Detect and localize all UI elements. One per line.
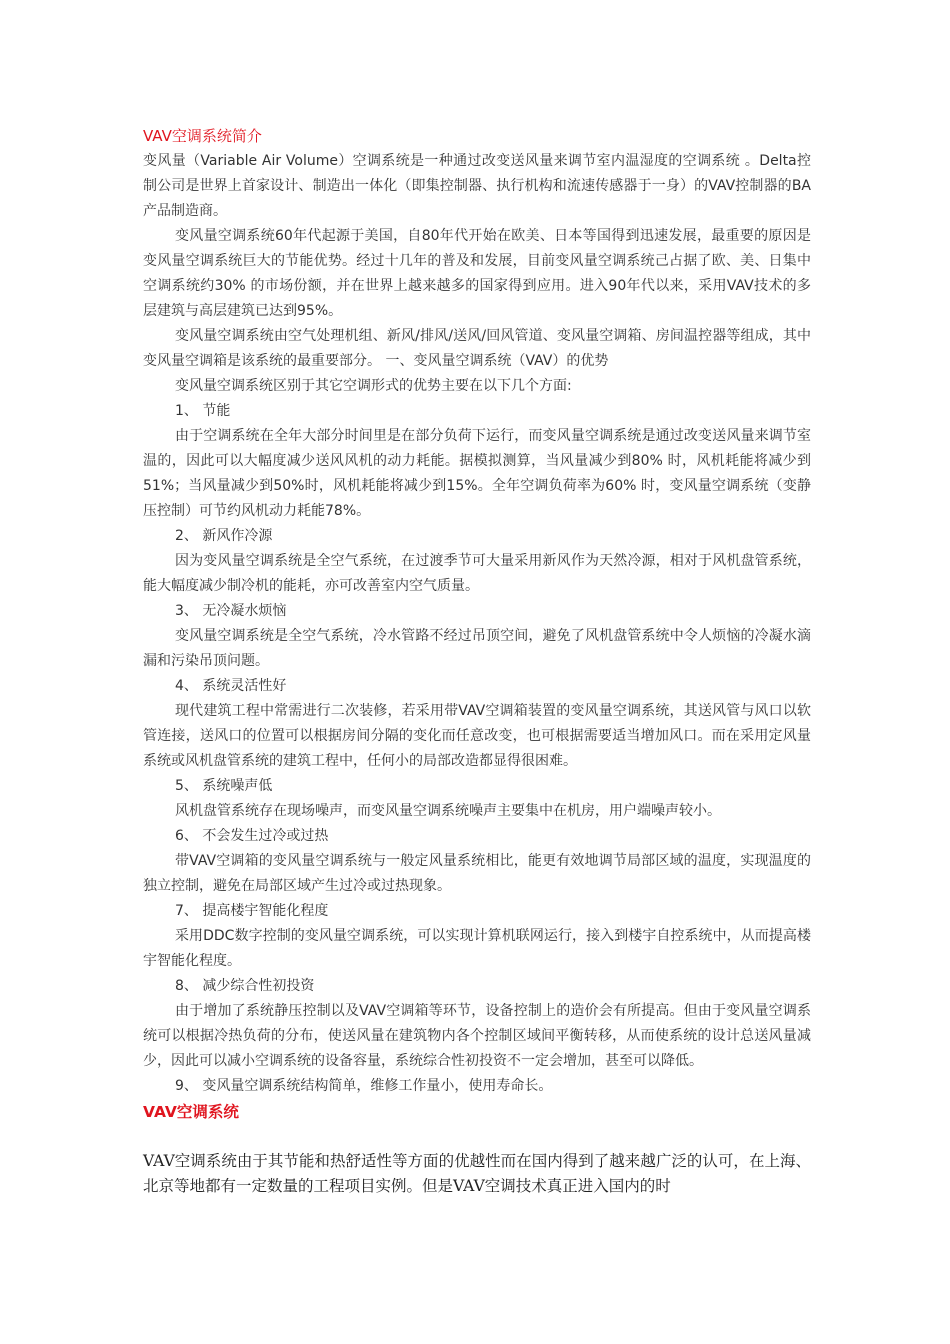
paragraph-history: 变风量空调系统60年代起源于美国，自80年代开始在欧美、日本等国得到迅速发展，最重要的原因是变风量空调系统巨大的节能优势。经过十几年的普及和发展，目前变风量空调系统己占据了欧、美、日集中空调系统约30% 的市场份额，并在世界上越来越多的国家得到应用。进入90年代以来，采用VAV技术的多层建筑与高层建筑已达到95%。: [143, 228, 811, 319]
paragraph-closing: VAV空调系统由于其节能和热舒适性等方面的优越性而在国内得到了越来越广泛的认可，在上海、北京等地都有一定数量的工程项目实例。但是VAV空调技术真正进入国内的时: [143, 1152, 811, 1195]
section-heading-intro: VAV空调系统简介: [143, 127, 262, 145]
list-item-simple-structure: 9、 变风量空调系统结构简单，维修工作量小，使用寿命长。: [175, 1078, 553, 1094]
paragraph-intro: 变风量（Variable Air Volume）空调系统是一种通过改变送风量来调节室内温湿度的空调系统 。Delta控制公司是世界上首家设计、制造出一体化（即集控制器、执行机构和流速传感器于一身）的VAV控制器的BA产品制造商。: [143, 153, 811, 219]
document-page: [143, 118, 811, 1199]
section-heading-vav-system: VAV空调系统: [143, 1103, 239, 1121]
list-heading-low-noise: 5、 系统噪声低: [175, 778, 273, 794]
spacer: [143, 1125, 811, 1149]
paragraph-no-overcooling: 带VAV空调箱的变风量空调系统与一般定风量系统相比，能更有效地调节局部区域的温度，实现温度的独立控制，避免在局部区域产生过冷或过热现象。: [143, 853, 811, 894]
paragraph-fresh-air: 因为变风量空调系统是全空气系统，在过渡季节可大量采用新风作为天然冷源，相对于风机盘管系统，能大幅度减少制冷机的能耗，亦可改善室内空气质量。: [143, 553, 811, 594]
paragraph-investment: 由于增加了系统静压控制以及VAV空调箱等环节，设备控制上的造价会有所提高。但由于变风量空调系统可以根据冷热负荷的分布，使送风量在建筑物内各个控制区域间平衡转移，从而使系统的设计总送风量减少，因此可以减小空调系统的设备容量，系统综合性初投资不一定会增加，甚至可以降低。: [143, 1003, 811, 1069]
paragraph-flexibility: 现代建筑工程中常需进行二次装修，若采用带VAV空调箱装置的变风量空调系统，其送风管与风口以软管连接，送风口的位置可以根据房间分隔的变化而任意改变，也可根据需要适当增加风口。而在采用定风量系统或风机盘管系统的建筑工程中，任何小的局部改造都显得很困难。: [143, 703, 811, 769]
list-heading-intelligence: 7、 提高楼宇智能化程度: [175, 903, 329, 919]
list-heading-fresh-air: 2、 新风作冷源: [175, 528, 273, 544]
paragraph-advantages-lead: 变风量空调系统区别于其它空调形式的优势主要在以下几个方面:: [175, 378, 572, 394]
paragraph-energy-saving: 由于空调系统在全年大部分时间里是在部分负荷下运行，而变风量空调系统是通过改变送风量来调节室温的，因此可以大幅度减少送风风机的动力耗能。据模拟测算，当风量减少到80% 时，风机耗能将减少到51%；当风量减少到50%时，风机耗能将减少到15%。全年空调负荷率为60% 时，变风量空调系统（变静压控制）可节约风机动力耗能78%。: [143, 428, 811, 519]
list-heading-energy-saving: 1、 节能: [175, 403, 231, 419]
paragraph-intelligence: 采用DDC数字控制的变风量空调系统，可以实现计算机联网运行，接入到楼宇自控系统中，从而提高楼宇智能化程度。: [143, 928, 811, 969]
list-heading-investment: 8、 减少综合性初投资: [175, 978, 315, 994]
list-heading-condensate: 3、 无冷凝水烦恼: [175, 603, 287, 619]
list-heading-flexibility: 4、 系统灵活性好: [175, 678, 287, 694]
paragraph-composition: 变风量空调系统由空气处理机组、新风/排风/送风/回风管道、变风量空调箱、房间温控器等组成，其中变风量空调箱是该系统的最重要部分。 一、变风量空调系统（VAV）的优势: [143, 328, 811, 369]
list-heading-no-overcooling: 6、 不会发生过冷或过热: [175, 828, 329, 844]
paragraph-condensate: 变风量空调系统是全空气系统，冷水管路不经过吊顶空间，避免了风机盘管系统中令人烦恼的冷凝水滴漏和污染吊顶问题。: [143, 628, 811, 669]
paragraph-low-noise: 风机盘管系统存在现场噪声，而变风量空调系统噪声主要集中在机房，用户端噪声较小。: [175, 803, 721, 819]
